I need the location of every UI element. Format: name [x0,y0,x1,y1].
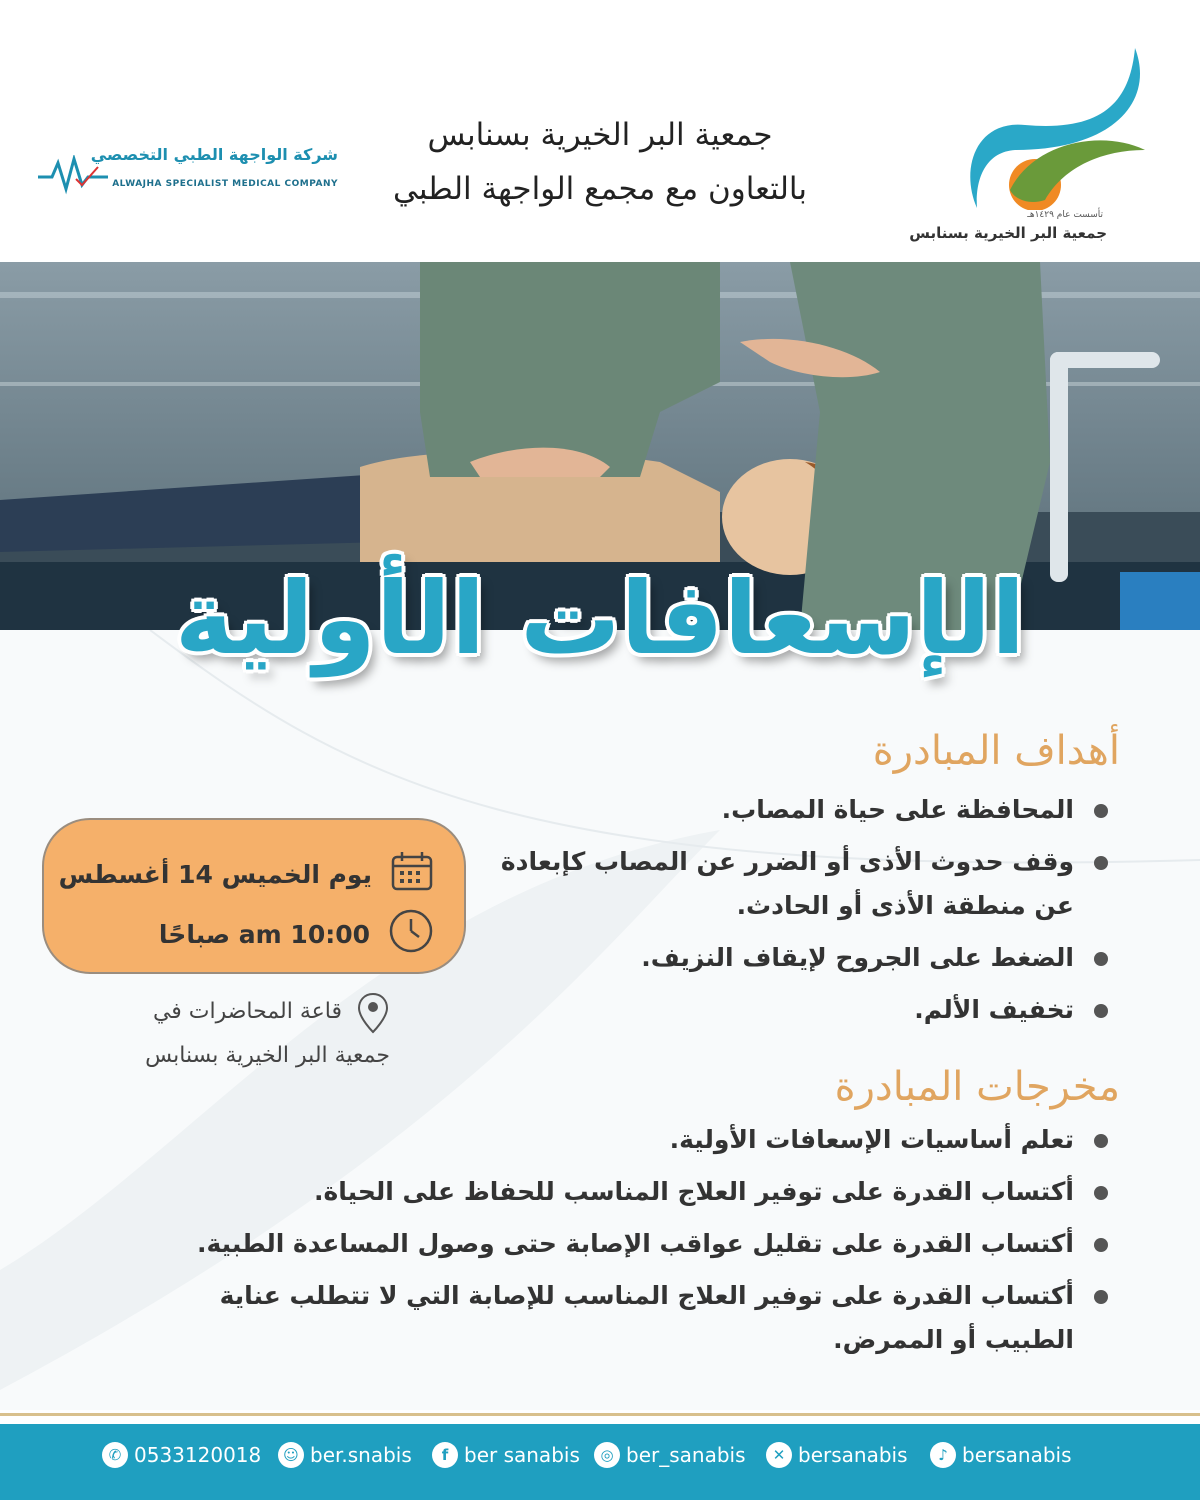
event-card [42,818,466,974]
event-location [60,990,390,1078]
header [0,0,1200,262]
list-item: أكتساب القدرة على توفير العلاج المناسب للحفاظ على الحياة. [188,1170,1108,1214]
contact-tiktok[interactable] [930,1442,1072,1468]
charity-name: جمعية البر الخيرية بسنابس [909,224,1107,242]
main-title: الإسعافات الأولية [174,560,1026,677]
whatsapp-icon: ✆ [102,1442,128,1468]
goals-heading: أهداف المبادرة [872,728,1120,774]
contact-text: ber.snabis [310,1443,412,1467]
founded-caption: تأسست عام ١٤٢٩هـ [1027,210,1103,220]
event-date: يوم الخميس 14 أغسطس [58,859,372,889]
list-item: أكتساب القدرة على تقليل عواقب الإصابة حتى وصول المساعدة الطبية. [188,1222,1108,1266]
snapchat-icon: ☺ [278,1442,304,1468]
contact-text: 0533120018 [134,1443,262,1467]
instagram-icon: ◎ [594,1442,620,1468]
contact-facebook[interactable] [432,1442,580,1468]
goals-list [468,788,1108,1040]
footer [0,1424,1200,1500]
header-title-line2: بالتعاون مع مجمع الواجهة الطبي [392,171,807,207]
header-title-line1: جمعية البر الخيرية بسنابس [427,117,773,153]
location-pin-icon [356,992,390,1038]
event-time: 10:00 am صباحًا [158,919,370,949]
partner-name-ar: شركة الواجهة الطبي التخصصي [90,145,338,164]
calendar-icon [390,850,434,898]
footer-divider [0,1413,1200,1416]
contact-x[interactable] [766,1442,908,1468]
partner-logo [38,145,338,205]
list-item: الضغط على الجروح لإيقاف النزيف. [468,936,1108,980]
event-date-row [59,850,434,898]
list-item: تعلم أساسيات الإسعافات الأولية. [188,1118,1108,1162]
list-item: المحافظة على حياة المصاب. [468,788,1108,832]
outcomes-heading: مخرجات المبادرة [834,1064,1120,1110]
outcomes-list [188,1118,1108,1370]
location-line2: جمعية البر الخيرية بسنابس [145,1043,390,1068]
clock-icon [388,908,434,960]
location-line1: قاعة المحاضرات في [152,999,342,1024]
contact-instagram[interactable] [594,1442,746,1468]
charity-logo-icon [955,40,1155,210]
contact-text: ber sanabis [464,1443,580,1467]
contact-whatsapp[interactable] [102,1442,261,1468]
contact-text: ber_sanabis [626,1443,746,1467]
facebook-icon: f [432,1442,458,1468]
contact-snapchat[interactable] [278,1442,412,1468]
event-time-row [159,908,434,960]
tiktok-icon: ♪ [930,1442,956,1468]
header-title [330,108,870,216]
list-item: تخفيف الألم. [468,988,1108,1032]
partner-name-en: ALWAJHA SPECIALIST MEDICAL COMPANY [112,179,338,189]
charity-logo [909,40,1155,250]
list-item: أكتساب القدرة على توفير العلاج المناسب للإصابة التي لا تتطلب عناية الطبيب أو الممرض. [188,1274,1108,1362]
contact-text: bersanabis [798,1443,908,1467]
x-icon: ✕ [766,1442,792,1468]
list-item: وقف حدوث الأذى أو الضرر عن المصاب كإبعادة عن منطقة الأذى أو الحادث. [468,840,1108,928]
contact-text: bersanabis [962,1443,1072,1467]
